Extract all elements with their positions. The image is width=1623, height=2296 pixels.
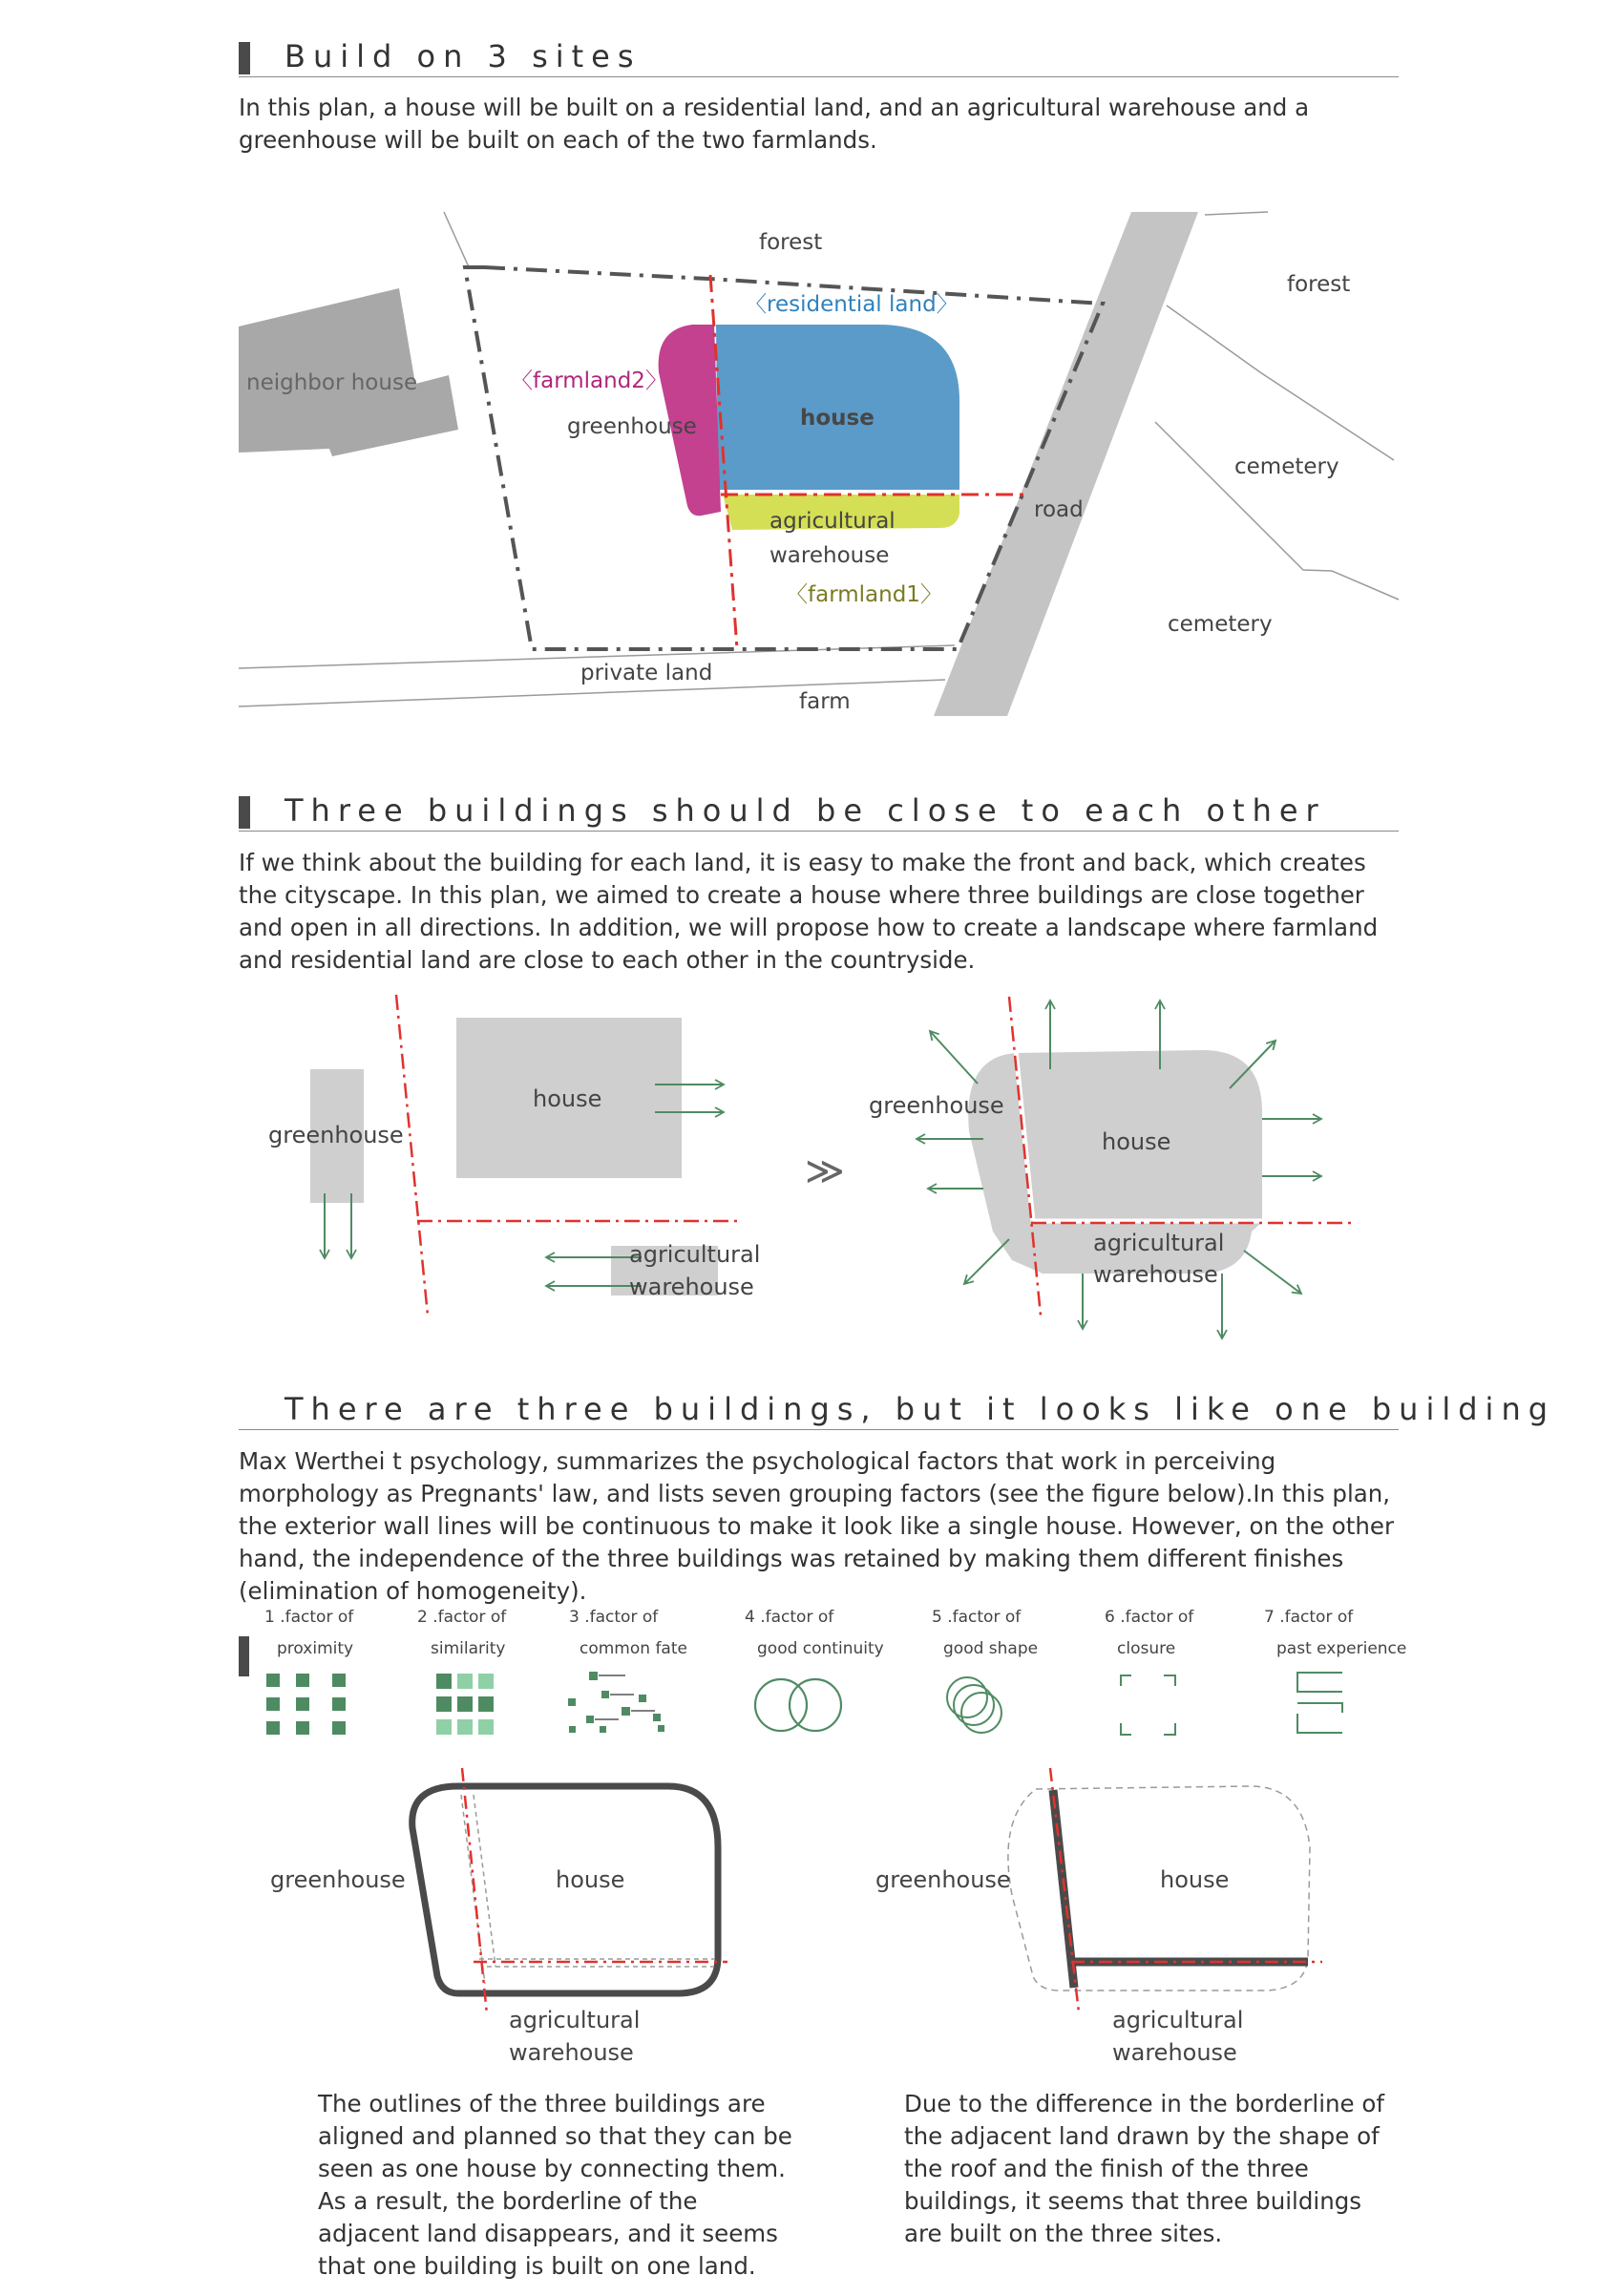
section-3-body: Max Werthei t psychology, summarizes the psychological factors that work in perceiving morphology as Pregnants' law, and lists seven grouping factors (see the figure below).In this plan, the exterior wall lines will be continuous to make it look like a single house. However, on the other hand, the independence of the three buildings was retained by making them different finishes (elimination of homogeneity). (239, 1447, 1395, 1605)
section-2-body: If we think about the building for each land, it is easy to make the front and back, which creates the cityscape. In this plan, we aimed to create a house where three buildings are close together and open in all directions. In addition, we will propose how to create a landscape where farmland and residential land are close to each other in the countryside. (239, 849, 1379, 974)
outline-diagram-1 (270, 1768, 727, 2066)
common-fate-icon (568, 1672, 664, 1733)
section-1-title: Build on 3 sites (285, 38, 642, 74)
good-shape-icon (947, 1677, 1001, 1733)
label-agricultural-left: agricultural (629, 1241, 761, 1268)
site-map (0, 200, 1623, 945)
outline-2-warehouse: warehouse (1112, 2039, 1237, 2066)
section-3-title: There are three buildings, but it looks like one building (285, 1391, 1556, 1427)
section-2-title: Three buildings should be close to each other (285, 792, 1326, 829)
label-warehouse-right: warehouse (1093, 1261, 1218, 1288)
label-private-land: private land (580, 661, 713, 685)
factor-6-label: closure (1117, 1639, 1176, 1658)
factor-7-label: past experience (1276, 1639, 1407, 1658)
outline-2-caption: Due to the difference in the borderline of the adjacent land drawn by the shape of the roof and the finish of the three buildings, it seems that three buildings are built on the three sites. (904, 2090, 1385, 2247)
outline-1-warehouse: warehouse (509, 2039, 634, 2066)
section-marker (239, 42, 250, 74)
outline-2-agricultural: agricultural (1112, 2007, 1244, 2033)
factor-6-number: 6 .factor of (1105, 1608, 1194, 1627)
label-agricultural-right: agricultural (1093, 1230, 1225, 1256)
label-forest-right: forest (1287, 272, 1351, 297)
label-greenhouse: greenhouse (567, 414, 697, 439)
outline-1-caption: The outlines of the three buildings are aligned and planned so that they can be seen as one house by connecting them. As a result, the borderline of the adjacent land disappears, and it seems that one building is built on one land. (318, 2090, 792, 2280)
closure-icon (1121, 1675, 1175, 1735)
similarity-icon (436, 1674, 494, 1735)
label-cemetery-1: cemetery (1234, 454, 1339, 479)
outline-diagram-2 (875, 1768, 1322, 2066)
label-farmland1: 〈farmland1〉 (786, 582, 942, 607)
section-1-header (239, 38, 1399, 77)
grouping-factors (0, 1599, 1623, 1742)
transform-arrow: ≫ (805, 1149, 845, 1193)
past-experience-icon (1297, 1673, 1342, 1733)
factor-3-label: common fate (580, 1639, 687, 1658)
good-continuity-icon (755, 1679, 841, 1731)
section-2-header (239, 792, 1399, 832)
outline-2-house: house (1160, 1866, 1230, 1893)
label-house-right: house (1102, 1128, 1171, 1155)
outline-diagrams (0, 1766, 1623, 2096)
label-warehouse: warehouse (769, 543, 890, 568)
outline-1-house: house (556, 1866, 625, 1893)
label-road: road (1034, 497, 1084, 522)
outline-1-greenhouse: greenhouse (270, 1866, 406, 1893)
label-cemetery-2: cemetery (1168, 612, 1273, 637)
factor-3-number: 3 .factor of (569, 1608, 659, 1627)
proximity-icon (266, 1674, 346, 1735)
label-forest-top: forest (759, 230, 823, 255)
factor-1-label: proximity (277, 1639, 354, 1658)
factor-5-number: 5 .factor of (932, 1608, 1022, 1627)
section-1-body: In this plan, a house will be built on a residential land, and an agricultural warehouse and a greenhouse will be built on each of the two farmlands. (239, 94, 1310, 154)
factor-7-number: 7 .factor of (1264, 1608, 1354, 1627)
section-marker (239, 796, 250, 829)
factor-4-number: 4 .factor of (745, 1608, 834, 1627)
label-house: house (800, 406, 875, 431)
label-neighbor-house: neighbor house (246, 370, 418, 395)
factor-1-number: 1 .factor of (264, 1608, 354, 1627)
factor-2-label: similarity (431, 1639, 506, 1658)
outline-1-agricultural: agricultural (509, 2007, 641, 2033)
road-shape (934, 212, 1198, 716)
label-farm: farm (799, 689, 851, 714)
close-diagram (0, 983, 1623, 1346)
section-3-header (239, 1391, 1556, 1430)
label-greenhouse-left: greenhouse (268, 1122, 404, 1148)
factor-5-label: good shape (943, 1639, 1039, 1658)
label-farmland2: 〈farmland2〉 (511, 369, 667, 393)
factor-2-number: 2 .factor of (417, 1608, 507, 1627)
section-marker (239, 1636, 249, 1676)
label-house-left: house (533, 1085, 602, 1112)
label-greenhouse-right: greenhouse (869, 1092, 1004, 1119)
label-residential-land: 〈residential land〉 (745, 292, 959, 317)
label-agricultural: agricultural (769, 509, 896, 534)
label-warehouse-left: warehouse (629, 1274, 754, 1300)
factor-4-label: good continuity (757, 1639, 884, 1658)
outline-2-greenhouse: greenhouse (875, 1866, 1011, 1893)
